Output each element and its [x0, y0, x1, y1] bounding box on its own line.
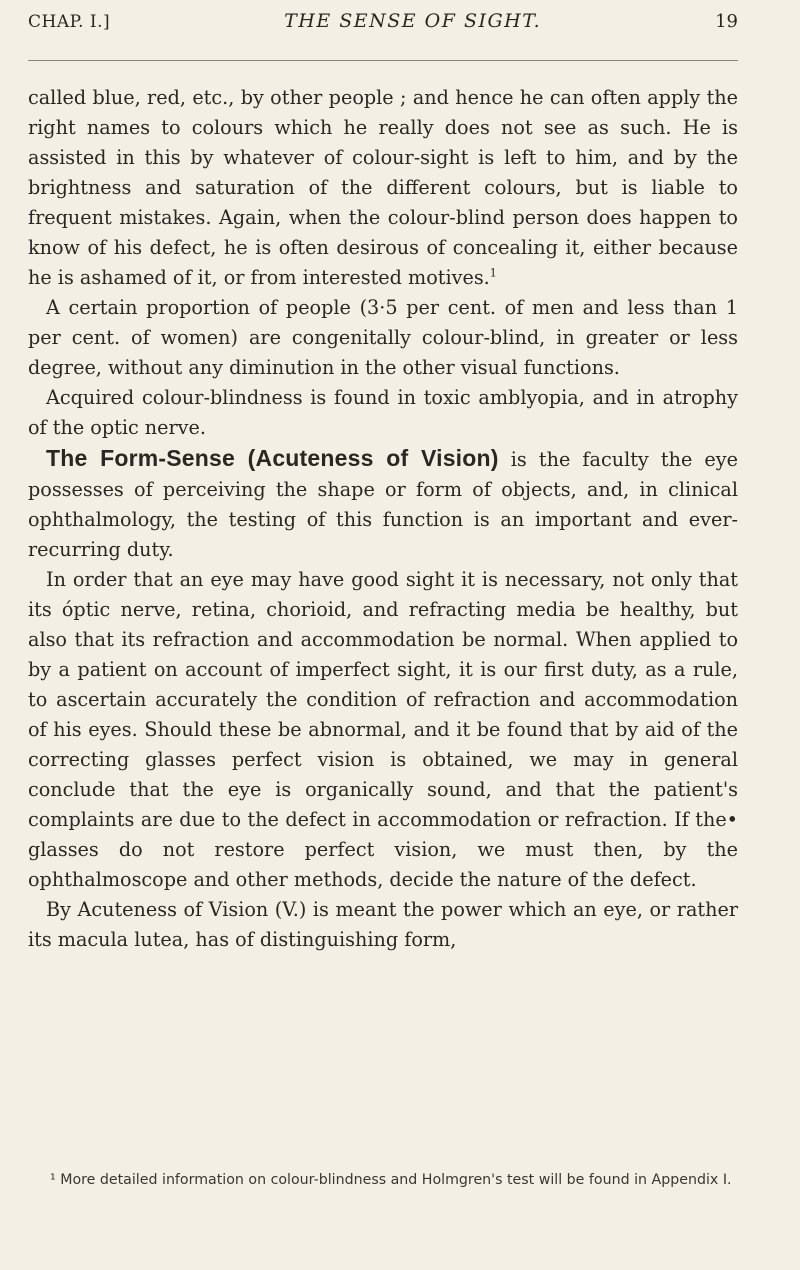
running-head	[28, 10, 738, 40]
footnote	[28, 1170, 738, 1191]
footnote-reference: 1	[489, 266, 497, 280]
paragraph-4	[28, 443, 738, 565]
footnote-paragraph	[28, 1170, 738, 1191]
paragraph-1-text: called blue, red, etc., by other people ; and hence he can often apply the right names to colours which he really does not see as such. He is assisted in this by whatever of colour-sight is left to him, and by the brightness and saturation of the different colours, but is liable to frequent mistakes. Again, when the colour-blind person does happen to know of his defect, he is often desirous of concealing it, either because he is ashamed of it, or from interested motives.	[28, 86, 738, 289]
paragraph-4-text: is the faculty the eye possesses of perceiving the shape or form of objects, and, in clinical ophthalmology, the testing of this function is an important and ever-recurring duty.	[28, 448, 738, 561]
section-heading: The Form-Sense (Acuteness of Vision)	[46, 445, 499, 471]
paragraph-6: By Acuteness of Vision (V.) is meant the power which an eye, or rather its macula lutea, has of distinguishing form,	[28, 898, 738, 951]
paragraph-3: Acquired colour-blindness is found in toxic amblyopia, and in atrophy of the optic nerve.	[28, 386, 738, 439]
paragraph-5: In order that an eye may have good sight it is necessary, not only that its óptic nerve, retina, chorioid, and refracting media be healthy, but also that its refraction and accommodation be normal. When applied to by a patient on account of imperfect sight, it is our first duty, as a rule, to ascertain accurately the condition of refraction and accommodation of his eyes. Should these be abnormal, and it be found that by aid of the correcting glasses perfect vision is obtained, we may in general conclude that the eye is organically sound, and that the patient's complaints are due to the defect in accommodation or refraction. If the• glasses do not restore perfect vision, we must then, by the ophthalmoscope and other methods, decide the nature of the defect.	[28, 568, 738, 891]
paragraph-2: A certain proportion of people (3·5 per cent. of men and less than 1 per cent. of women) are congenitally colour-blind, in greater or less degree, without any diminution in the other visual functions.	[28, 296, 738, 379]
running-title: THE SENSE OF SIGHT.	[284, 10, 542, 32]
body-text	[28, 83, 738, 955]
chapter-label: CHAP. I.]	[28, 12, 111, 32]
footnote-mark: ¹	[50, 1172, 56, 1188]
page-number: 19	[715, 11, 738, 32]
paragraph-1	[28, 83, 738, 293]
header-rule	[28, 60, 738, 61]
footnote-text: More detailed information on colour-blindness and Holmgren's test will be found in Appendix I.	[55, 1172, 732, 1188]
